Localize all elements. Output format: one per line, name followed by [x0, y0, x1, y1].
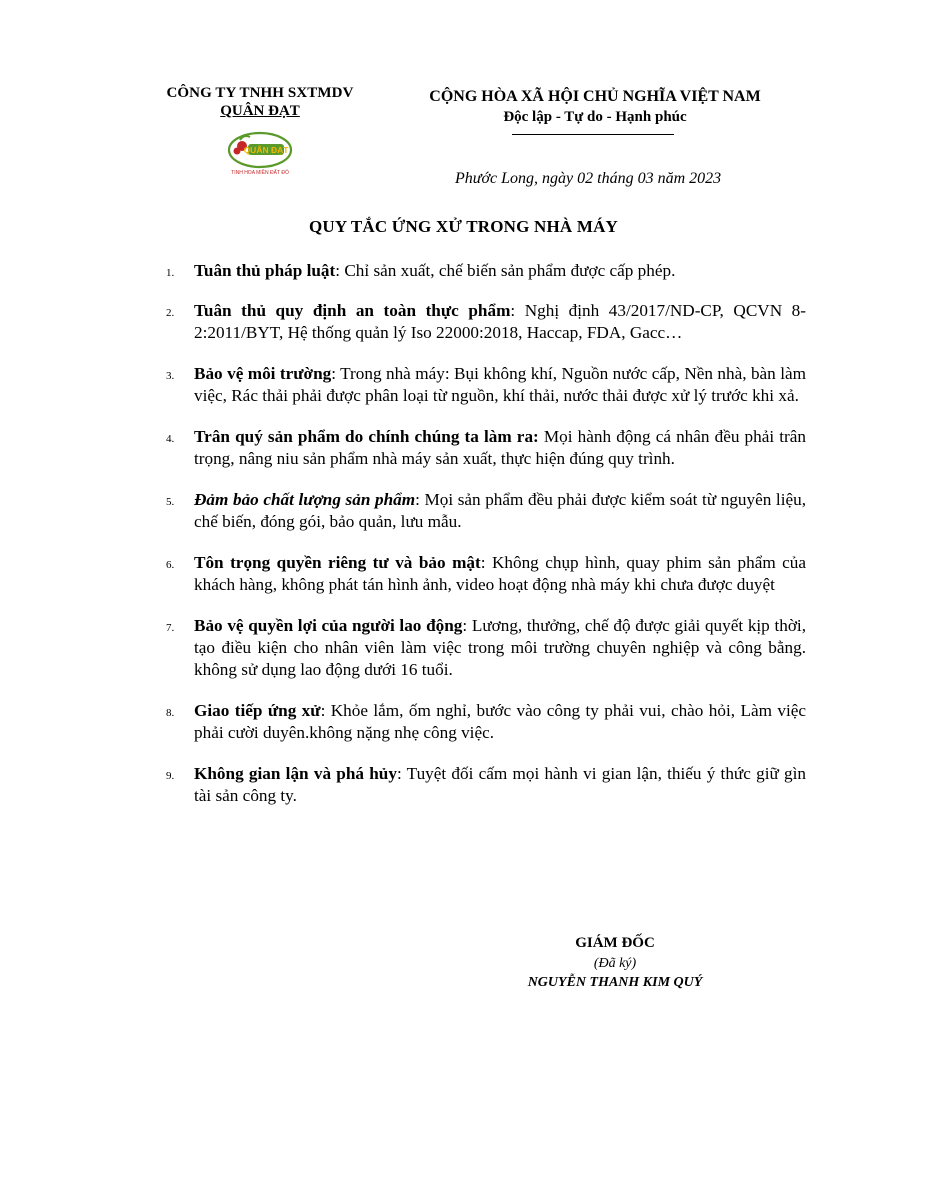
rule-text: : Tuyệt đối cấm mọi hành vi gian lận, thiếu ý thức giữ gìn tài sản công ty. [194, 764, 807, 805]
rule-item [160, 615, 806, 681]
signed-note: (Đã ký) [593, 956, 637, 971]
rule-number: 2. [166, 307, 175, 319]
national-header [395, 88, 795, 135]
rule-item [160, 552, 806, 596]
rule-item [160, 300, 806, 344]
header-divider [512, 134, 674, 135]
document-title: QUY TẮC ỨNG XỬ TRONG NHÀ MÁY [308, 217, 619, 236]
logo-text: QUÂN ĐẠT [243, 145, 289, 155]
rule-text: : Nghị định 43/2017/ND-CP, QCVN 8-2:2011/BYT, Hệ thống quản lý Iso 22000:2018, Haccap, FDA, Gacc… [194, 301, 806, 342]
rule-number: 3. [166, 370, 175, 382]
rule-text: : Chỉ sản xuất, chế biến sản phẩm được cấp phép. [335, 261, 676, 280]
logo-slogan: TINH HOA MIỀN ĐẤT ĐỎ [231, 170, 289, 176]
rules-list [160, 260, 806, 807]
rule-title: Tôn trọng quyền riêng tư và bảo mật [194, 553, 481, 572]
rule-text: : Mọi sản phẩm đều phải được kiểm soát từ nguyên liệu, chế biến, đóng gói, bảo quản, lưu mẫu. [194, 490, 806, 531]
place-date: Phước Long, ngày 02 tháng 03 năm 2023 [455, 170, 722, 187]
rule-item [160, 260, 806, 282]
rule-item [160, 700, 806, 744]
rule-text: : Không chụp hình, quay phim sản phẩm của khách hàng, không phát tán hình ảnh, video hoạt động nhà máy khi chưa được duyệt [194, 553, 807, 594]
signer-position: GIÁM ĐỐC [575, 935, 655, 951]
logo-icon [220, 130, 300, 178]
rule-number: 1. [166, 267, 175, 279]
rule-title: Bảo vệ môi trường [194, 364, 332, 383]
company-logo [220, 130, 300, 178]
rule-number: 7. [166, 622, 175, 634]
rule-item [160, 363, 806, 407]
rule-title: Tuân thủ pháp luật [194, 261, 336, 280]
rule-title: Bảo vệ quyền lợi của người lao động [194, 616, 463, 635]
company-type: CÔNG TY TNHH SXTMDV [166, 85, 354, 101]
rule-title: Trân quý sản phẩm do chính chúng ta làm ra: [194, 427, 539, 446]
rule-number: 6. [166, 559, 175, 571]
rule-number: 4. [166, 433, 175, 445]
company-header [150, 85, 370, 178]
signature-block [510, 935, 720, 991]
rule-item [160, 426, 806, 470]
rule-number: 9. [166, 770, 175, 782]
rule-item [160, 489, 806, 533]
rule-number: 8. [166, 707, 175, 719]
rule-title: Không gian lận và phá hủy [194, 764, 397, 783]
rule-item [160, 763, 806, 807]
rule-text: Mọi hành động cá nhân đều phải trân trọng, nâng niu sản phẩm nhà máy sản xuất, thực hiện đúng quy trình. [194, 427, 806, 468]
national-title: CỘNG HÒA XÃ HỘI CHỦ NGHĨA VIỆT NAM [429, 88, 761, 105]
national-motto: Độc lập - Tự do - Hạnh phúc [503, 109, 687, 125]
rule-text: : Lương, thưởng, chế độ được giải quyết kịp thời, tạo điều kiện cho nhân viên làm việc trong môi trường chuyên nghiệp và công bằng. không sử dụng lao động dưới 16 tuổi. [194, 616, 806, 679]
rule-title: Tuân thủ quy định an toàn thực phẩm [194, 301, 511, 320]
rule-title: Đảm bảo chất lượng sản phẩm [194, 490, 416, 509]
rule-title: Giao tiếp ứng xử [194, 701, 321, 720]
company-name: QUÂN ĐẠT [220, 103, 300, 119]
rule-number: 5. [166, 496, 175, 508]
signer-name: NGUYỄN THANH KIM QUÝ [527, 975, 703, 990]
rule-text: : Trong nhà máy: Bụi không khí, Nguồn nước cấp, Nền nhà, bàn làm việc, Rác thải phải được phân loại từ nguồn, khí thải, nước thải được xử lý trước khi xả. [194, 364, 806, 405]
rule-text: : Khỏe lắm, ốm nghỉ, bước vào công ty phải vui, chào hỏi, Làm việc phải cười duyên.không nặng nhẹ công việc. [194, 701, 806, 742]
